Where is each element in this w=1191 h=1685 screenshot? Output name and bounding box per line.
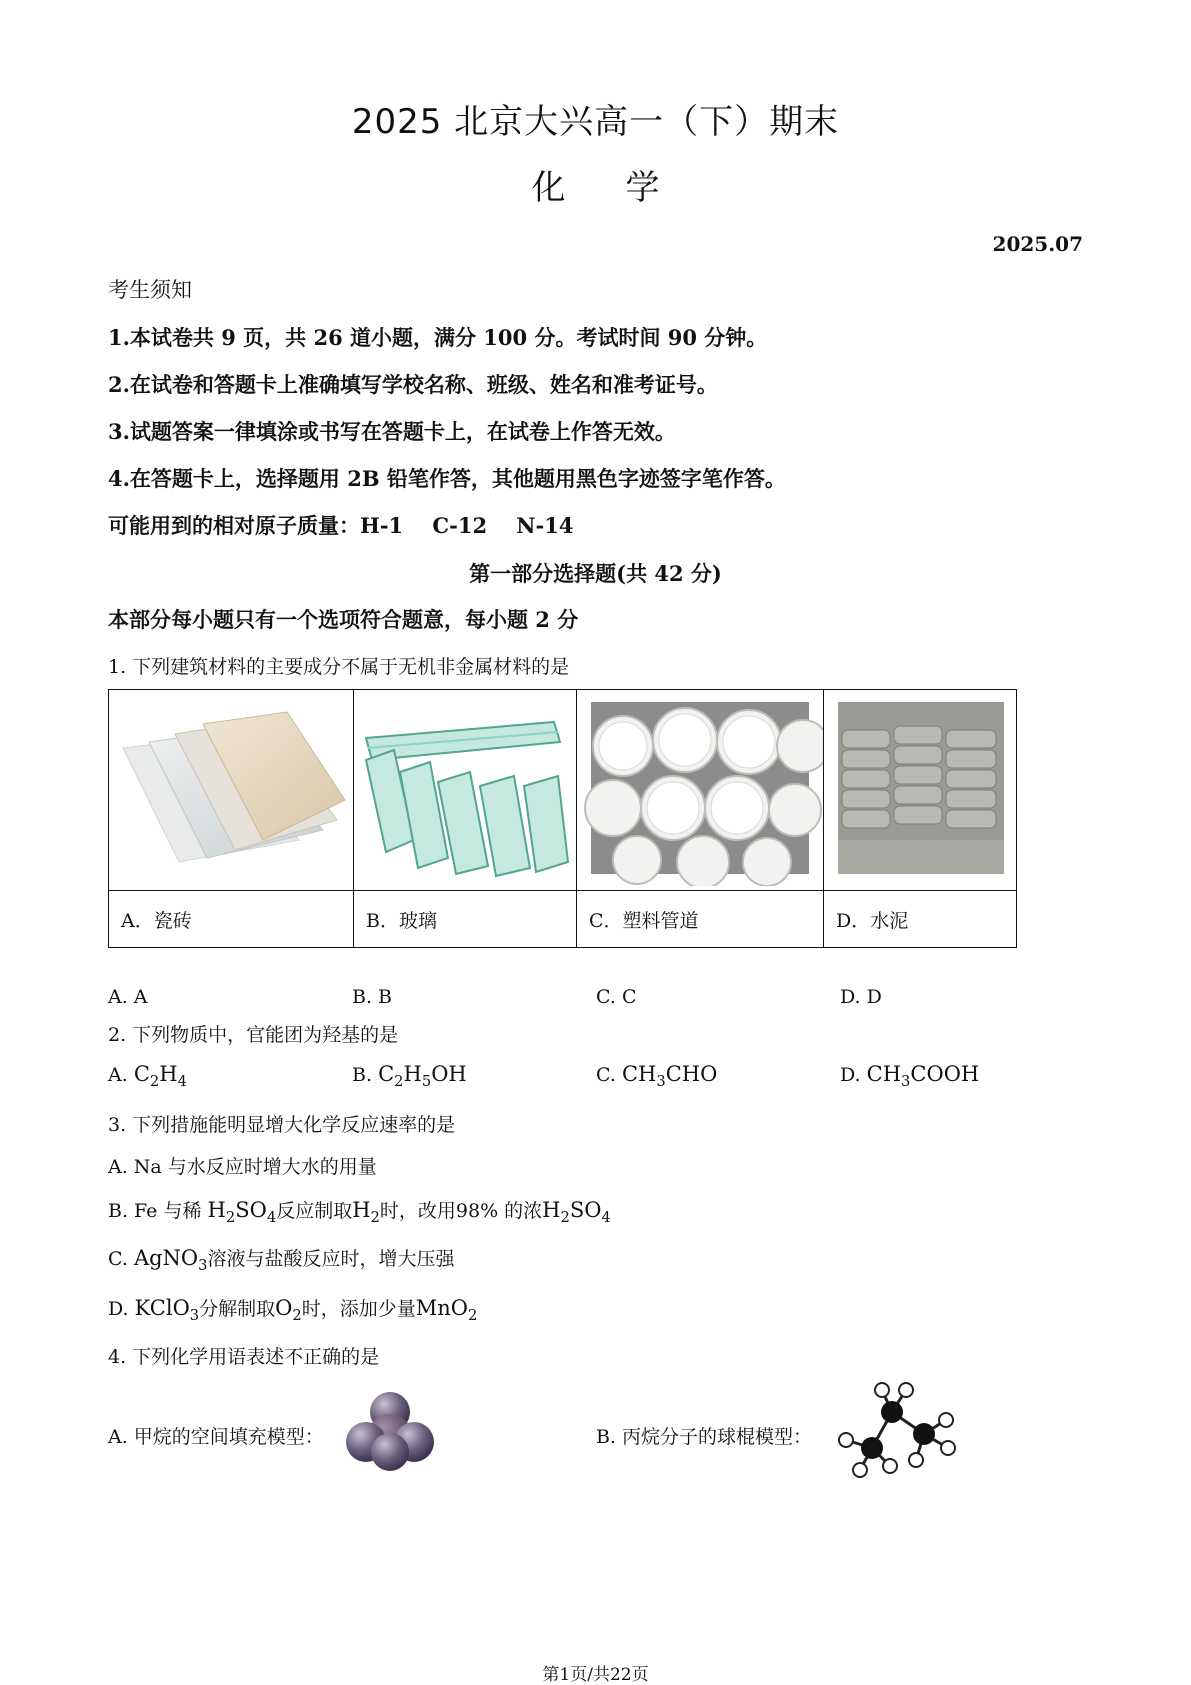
q1-option-b: B. B [352,986,393,1008]
question-1-stem: 1. 下列建筑材料的主要成分不属于无机非金属材料的是 [108,656,570,678]
methane-space-filling-model [344,1390,436,1472]
q1-option-c: C. C [596,986,637,1008]
q2-option-b: B. $C_2H_5OH$ [352,1062,467,1091]
ceramic-tile-image [109,690,353,886]
q1-option-a: A. A [108,986,148,1008]
q4-option-a: A. 甲烷的空间填充模型： [108,1426,324,1448]
notice-heading: 考生须知 [108,278,192,302]
part-instruction: 本部分每小题只有一个选项符合题意，每小题 2 分 [108,607,579,632]
page-footer: 第1页/共22页 [542,1665,649,1685]
q2-option-c: C. $CH_3CHO$ [596,1062,718,1091]
glass-image-cell [354,690,577,891]
q3-option-b: B. Fe 与稀 $H_2SO_4$反应制取$H_2$时，改用98% 的浓$H_2SO_4$ [108,1198,611,1227]
q4-option-b: B. 丙烷分子的球棍模型： [596,1426,813,1448]
q3-option-c: C. AgNO$_3$溶液与盐酸反应时，增大压强 [108,1246,455,1275]
exam-date: 2025.07 [992,232,1083,256]
cement-image [824,690,1016,886]
propane-ball-stick-model [832,1380,966,1480]
page-title: 2025 北京大兴高一（下）期末 [351,102,840,142]
question-4-stem: 4. 下列化学用语表述不正确的是 [108,1346,380,1368]
table-label-b: B．玻璃 [354,891,577,948]
q3-option-a: A. Na 与水反应时增大水的用量 [108,1156,377,1178]
notice-item: 1.本试卷共 9 页，共 26 道小题，满分 100 分。考试时间 90 分钟。 [108,325,768,350]
table-label-c: C．塑料管道 [577,891,824,948]
q1-option-d: D. D [840,986,882,1008]
atomic-masses: 可能用到的相对原子质量：H-1 C-12 N-14 [108,513,574,538]
glass-image [354,690,576,886]
cement-image-cell [824,690,1017,891]
part-title: 第一部分选择题(共 42 分) [469,561,722,586]
notice-item: 2.在试卷和答题卡上准确填写学校名称、班级、姓名和准考证号。 [108,372,718,397]
subject-title: 化 学 [531,168,660,208]
notice-item: 3.试题答案一律填涂或书写在答题卡上，在试卷上作答无效。 [108,419,676,444]
plastic-pipe-image [577,690,823,886]
table-label-d: D．水泥 [824,891,1017,948]
q2-option-d: D. $CH_3COOH$ [840,1062,980,1091]
q3-option-d: D. KClO$_3$分解制取$O_2$时，添加少量MnO$_2$ [108,1296,478,1325]
notice-item: 4.在答题卡上，选择题用 2B 铅笔作答，其他题用黑色字迹签字笔作答。 [108,466,786,491]
q2-option-a: A. $C_2H_4$ [108,1062,187,1091]
question-2-stem: 2. 下列物质中，官能团为羟基的是 [108,1024,399,1046]
question-3-stem: 3. 下列措施能明显增大化学反应速率的是 [108,1114,456,1136]
table-label-a: A．瓷砖 [109,891,354,948]
materials-table [108,689,1017,948]
tile-image-cell [109,690,354,891]
pipe-image-cell [577,690,824,891]
